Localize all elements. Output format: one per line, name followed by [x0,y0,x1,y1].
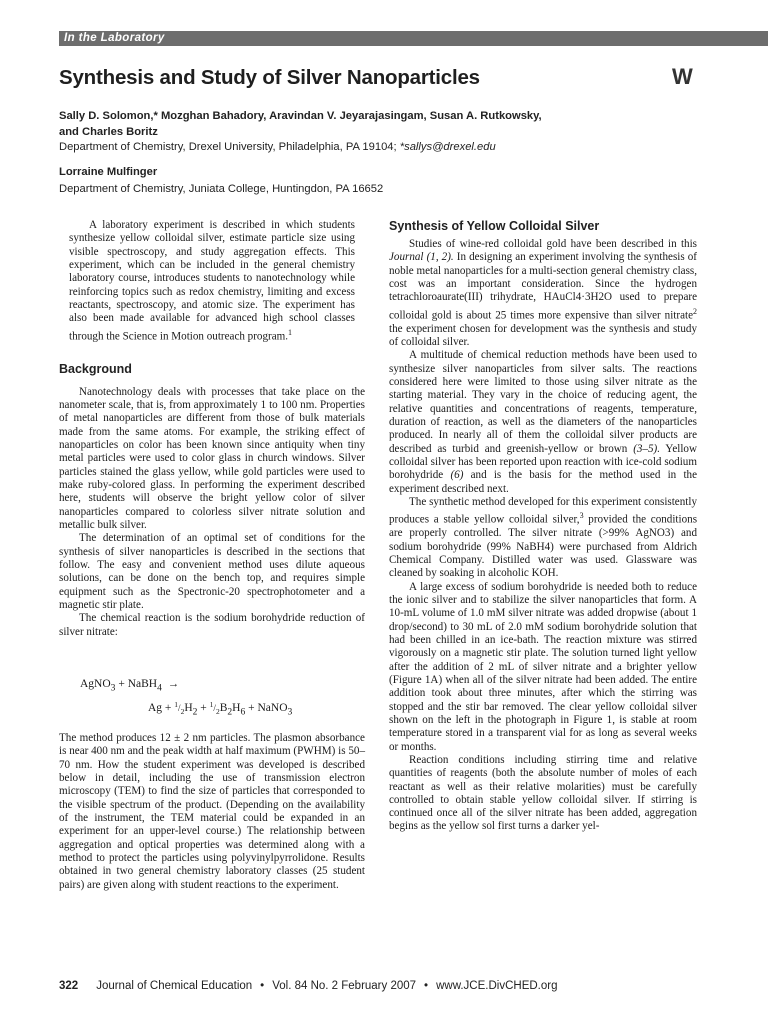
synthesis-heading: Synthesis of Yellow Colloidal Silver [389,219,600,233]
web-material-badge: W [672,64,693,89]
article-title: Synthesis and Study of Silver Nanoparticles [59,66,480,89]
second-author: Lorraine Mulfinger [59,166,158,178]
footer-separator: • [260,980,265,992]
background-paragraph-3: The chemical reaction is the sodium borohydride reduction of silver nitrate: [59,612,365,638]
background-paragraph-4: The method produces 12 ± 2 nm particles. The plasmon absorbance is near 400 nm and the peak width at half maximum (PWHM) is 50–70 nm. How the student experiment was developed is described below in detail, including the use of transmission electron microscopy (TEM) to find the size of particles that corresponded to the visible spectrum of the product. (Depending on the availability of the instrument, the TEM material could be expanded in an experiment for an upper-level course.) The relationship between aggregation and optical properties was determined along with a method to protect the particles using polyvinylpyrrolidone. Results obtained in two general chemistry laboratory classes (25 student pairs) are given along with student reactions to the experiment. [59,732,365,891]
reaction-equation-reactants: AgNO$_3$ + NaBH$_4$ → [80,678,180,694]
synthesis-paragraph-1: Studies of wine-red colloidal gold have been described in this Journal (1, 2). In designing an experiment involving the synthesis of noble metal nanoparticles for a multi-section general chemistry class, cost was an important consideration. Since the hydrogen tetrachloroaurate(III) trihydrate, HAuCl4·3H2O used to prepare colloidal gold is about 25 times more expensive than silver nitrate$^2$ the experiment chosen for development was the synthesis and study of colloidal silver. [389,238,697,348]
left-column-continued [59,732,365,892]
footer-separator: • [424,980,429,992]
affiliation-2: Department of Chemistry, Juniata College, Huntingdon, PA 16652 [59,183,384,195]
author-email[interactable]: *sallys@drexel.edu [399,141,496,153]
authors-line-1: Sally D. Solomon,* Mozghan Bahadory, Aravindan V. Jeyarajasingam, Susan A. Rutkowsky, [59,110,542,122]
synthesis-paragraph-3: The synthetic method developed for this experiment consistently produces a stable yellow colloidal silver,$^3$ provided the conditions are properly controlled. The silver nitrate (>99% AgNO3) and sodium borohydride (99% NaBH4) were purchased from Aldrich Chemical Company. Distilled water was used. Glassware was cleaned by soaking in alcoholic KOH. [389,495,698,580]
reference-6[interactable]: (6) [450,469,464,482]
affiliation-1: Department of Chemistry, Drexel University, Philadelphia, PA 19104; *sallys@drexel.edu [59,141,496,153]
background-heading: Background [59,361,132,376]
page-number: 322 [59,980,79,992]
background-paragraph-2: The determination of an optimal set of conditions for the synthesis of silver nanoparticles is described in the sections that follow. The easy and convenient method uses dilute aqueous solutions, can be done on the bench top, and requires simple equipment such as the Spectronic-20 spectrophotometer and a magnetic stir plate. [59,532,365,611]
journal-reference[interactable]: Journal (1, 2). [389,251,454,264]
right-column [389,218,697,834]
journal-name: Journal of Chemical Education [96,980,253,992]
volume-info: Vol. 84 No. 2 February 2007 [272,980,417,992]
synthesis-paragraph-4: A large excess of sodium borohydride is needed both to reduce the ionic silver and to stabilize the silver nanoparticles that form. A 10-mL volume of 1.0 mM silver nitrate was added dropwise (about 1 drop/second) to 30 mL of 2.0 mM sodium borohydride solution that had been chilled in an ice-bath. The reaction mixture was stirred vigorously on a magnetic stir plate. The solution turned light yellow after the addition of 2 mL of silver nitrate and a brighter yellow (Figure 1A) when all of the silver nitrate had been added. The entire addition took about three minutes, after which the stirring was stopped and the stir bar removed. The clear yellow colloidal silver shown on the left in the photograph in Figure 1, is stable at room temperature stored in a transparent vial for as long as several weeks or months. [389,580,697,753]
journal-url[interactable]: www.JCE.DivCHED.org [436,980,558,992]
reaction-equation-products: $Ag + ^1/_2H_2 + ^1/_2B_2H_6$ + NaNO$_3$ [148,700,293,718]
left-column [59,219,365,639]
synthesis-paragraph-2: A multitude of chemical reduction methods have been used to synthesize silver nanoparticles from silver salts. The reactions considered here were limited to those using silver nitrate as the starting material. They vary in the choice of reducing agent, the relative quantities and concentrations of reagents, temperature, duration of reaction, as well as the diameters of the nanoparticles produced. In nearly all of them the colloidal silver products are described as turbid and greenish-yellow or brown (3–5). Yellow colloidal silver has been reported upon reaction with ice-cold sodium borohydride (6) and is the basis for the method used in the experiment described next. [389,349,697,495]
section-header-bar [59,31,768,46]
background-paragraph-1: Nanotechnology deals with processes that take place on the nanometer scale, that is, from approximately 1 to 100 nm. Properties of metal nanoparticles are different from those of bulk materials made from the same atoms. For example, the striking effect of nanoparticles on color has been known since antiquity when tiny metal particles were used to color glass in church windows. Silver particles stained the glass yellow, while gold particles were used to make ruby-colored glass. In performing the experiment described here, students will observe the bright yellow color of silver nanoparticles compared to colorless silver nitrate solution and metallic bulk silver. [59,385,365,531]
section-label: In the Laboratory [64,32,165,44]
synthesis-paragraph-5: Reaction conditions including stirring time and relative quantities of reagents (both the absolute number of moles of each reactant as well as their relative molarities) must be carefully controlled to obtain stable yellow colloidal silver. If stirring is continued once all of the silver nitrate has been added, aggregation begins as the yellow sol first turns a darker yel- [389,753,697,833]
page-footer [59,980,709,992]
reference-3-5[interactable]: (3–5). [633,442,660,455]
authors-line-2: and Charles Boritz [59,126,158,138]
author-list [59,108,659,140]
abstract: A laboratory experiment is described in which students synthesize yellow colloidal silver, estimate particle size using visible spectroscopy, and study aggregation effects. This experiment, which can be included in the general chemistry laboratory course, introduces students to nanotechnology while reinforcing topics such as redox chemistry, limiting and excess reactants, spectroscopy, and atomic size. The experiment has also been made available for advanced high school classes through the Science in Motion outreach program.$^1$ [69,219,355,343]
